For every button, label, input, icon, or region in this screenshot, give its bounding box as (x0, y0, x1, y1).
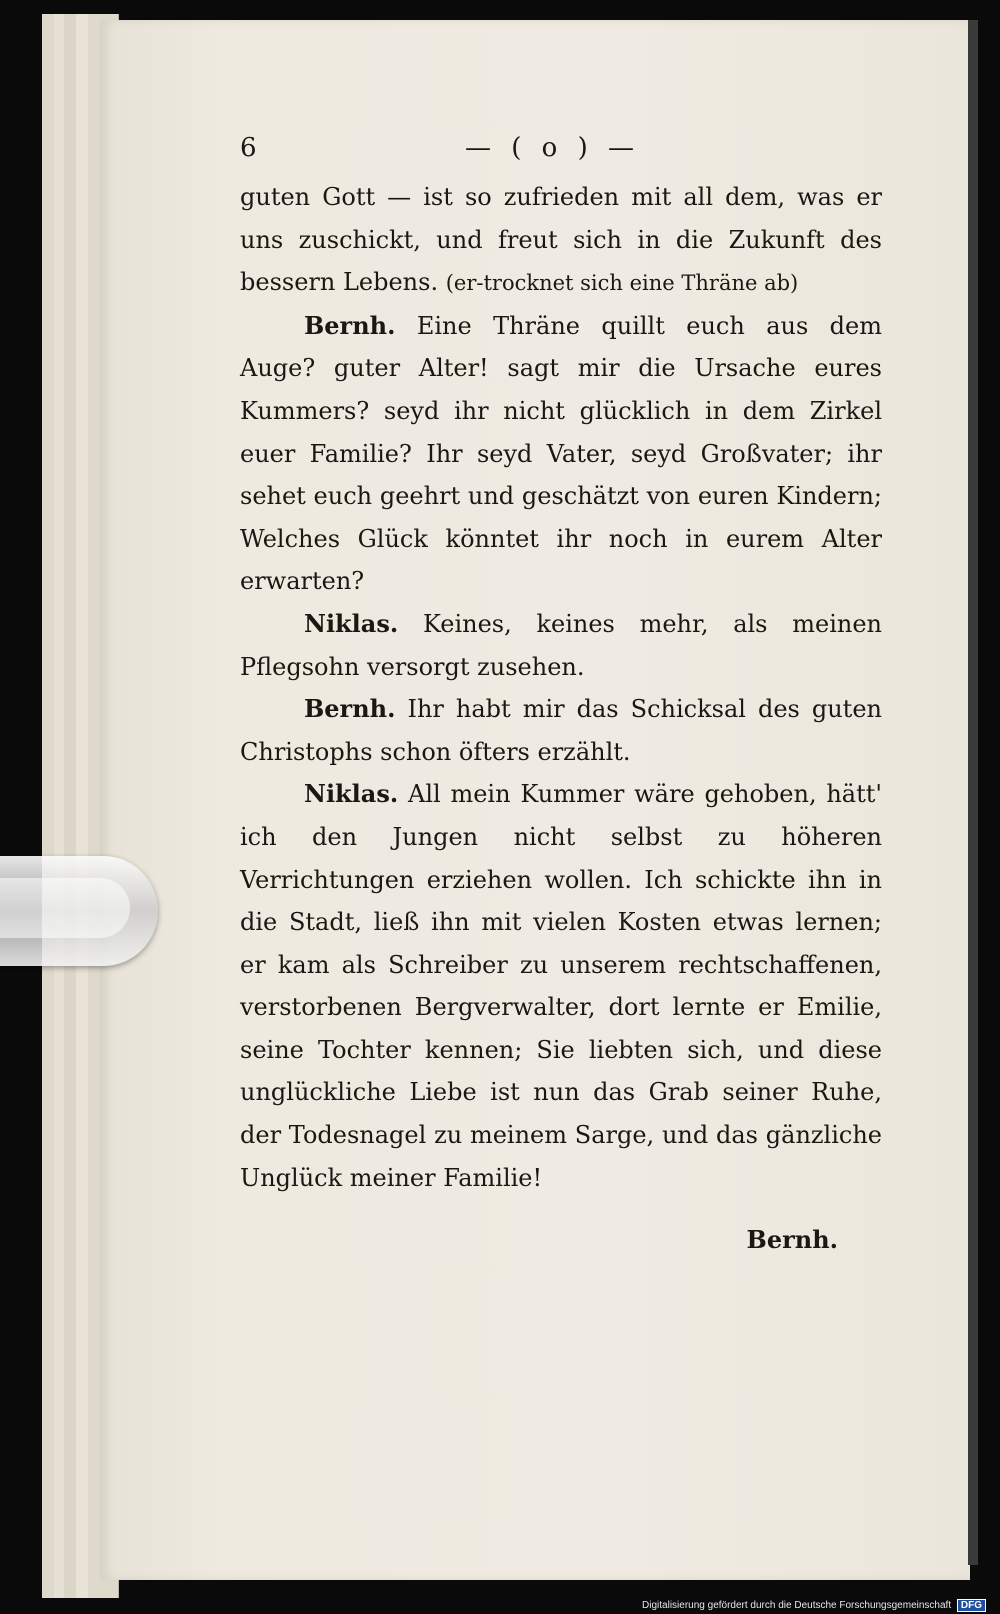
speaker-name: Niklas. (304, 608, 399, 638)
glass-page-clip (0, 856, 158, 966)
dialogue-text: All mein Kummer wäre gehoben, hätt' ich den Jungen nicht selbst zu höheren Verrichtungen erziehen wollen. Ich schickte ihn in die Stadt, ließ ihn mit vielen Kosten etwas lernen; er kam als Schreiber zu unserem rechtschaffenen, verstorbenen Bergverwalter, dort lernte er Emilie, seine Tochter kennen; Sie liebten sich, und diese unglückliche Liebe ist nun das Grab seiner Ruhe, der Todesnagel zu meinem Sarge, und das gänzliche Unglück meiner Familie! (240, 780, 882, 1192)
page-gutter-shadow (968, 20, 978, 1565)
digitization-credit (642, 1599, 986, 1612)
dialogue-paragraph (240, 305, 882, 603)
dialogue-paragraph (240, 603, 882, 688)
clip-highlight (0, 878, 130, 938)
stage-direction: (er-trocknet sich eine Thräne ab) (445, 271, 799, 296)
credit-text: Digitalisierung gefördert durch die Deutsche Forschungsgemeinschaft (642, 1600, 952, 1611)
dfg-logo: DFG (957, 1599, 986, 1612)
paragraph-text: guten Gott — ist so zufrieden mit all dem, was er uns zuschickt, und freut sich in die Zukunft des bessern Lebens. (240, 183, 882, 297)
catchword: Bernh. (746, 1225, 838, 1255)
speaker-name: Bernh. (304, 310, 396, 340)
speaker-name: Niklas. (304, 779, 399, 809)
dialogue-paragraph (240, 688, 882, 773)
page-header (240, 120, 882, 176)
dialogue-paragraph (240, 773, 882, 1199)
page-number: 6 (240, 133, 257, 163)
dialogue-text: Eine Thräne quillt euch aus dem Auge? guter Alter! sagt mir die Ursache eures Kummers? seyd ihr nicht glücklich in dem Zirkel euer Familie? Ihr seyd Vater, seyd Großvater; ihr sehet euch geehrt und geschätzt von euren Kindern; Welches Glück könntet ihr noch in eurem Alter erwarten? (240, 311, 882, 596)
paragraph (240, 176, 882, 305)
dialogue-text: Keines, keines mehr, als meinen Pflegsohn versorgt zusehen. (240, 609, 882, 681)
page-text (240, 120, 882, 1262)
running-head: — ( o ) — (465, 133, 640, 163)
speaker-name: Bernh. (304, 694, 396, 724)
dialogue-text: Ihr habt mir das Schicksal des guten Christophs schon öfters erzählt. (240, 695, 882, 766)
